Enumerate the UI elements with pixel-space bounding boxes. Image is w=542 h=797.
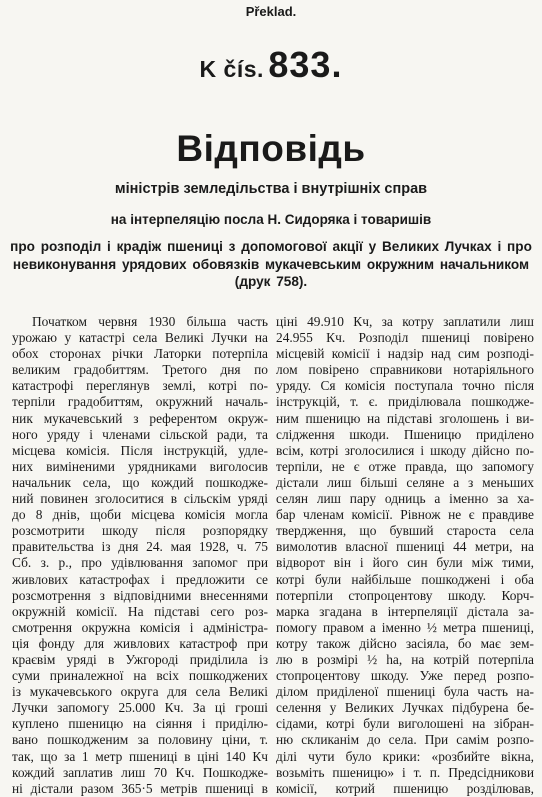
text-line: місцевій комісії і надзір над сим розподі- [276, 346, 534, 362]
text-line: всім, котрі зголосилися і шкоду дійсно по- [276, 442, 534, 458]
document-number-prefix: K čís. [199, 56, 264, 82]
text-line: куплено пшеницю на сіяння і приділю- [12, 716, 268, 732]
text-line: марка згадана в інтерпеляції дістала за- [276, 603, 534, 619]
text-line: ник мукачевський з референтом окруж- [12, 410, 268, 426]
text-line: смотрення окружна комісія і адміністра- [12, 619, 268, 635]
text-line: ділі чути було крики: «розбийте вікна, [276, 748, 534, 764]
text-line: терпіли градобиттям, окружний началь- [12, 394, 268, 410]
text-line: із мукачевського округа для села Великі [12, 684, 268, 700]
text-line: котру також дійсно засіяла, бо має зем- [276, 635, 534, 651]
text-line: відворот він і його син були між тими, [276, 555, 534, 571]
text-line: 24.955 Кч. Розподіл пшениці повірено [276, 330, 534, 346]
text-line: Сб. з. р., про удівлювання запомог при [12, 555, 268, 571]
text-line: Початком червня 1930 більша часть [32, 314, 268, 329]
text-line: великим градобиттям. Третого дня по [12, 362, 268, 378]
subtitle-ministries: міністрів земледільства і внутрішніх справ [114, 181, 428, 197]
text-line: слідження шкоди. Пшеницю приділено [276, 426, 534, 442]
text-line: ні дістали разом 365·5 метрів пшениці в [12, 780, 268, 796]
text-line: твердження, що бувший старостa села [276, 523, 534, 539]
text-line: вано пошкодженим за половину ціни, т. [12, 732, 268, 748]
text-line: обох сторонах річки Латорки потерпіла [12, 346, 268, 362]
text-line: вимолотив власної пшениці 44 метри, на [276, 539, 534, 555]
text-line: краєвім уряді в Ужгороді приділила із [12, 651, 268, 667]
text-line: них виміненими урядниками виголосив [12, 458, 268, 474]
text-line: селян лиш пару одниць а іменно за ха- [276, 491, 534, 507]
text-line: сідами, котрі були виголошені на зібран- [276, 716, 534, 732]
text-line: ного уряду і членами сільской ради, та [12, 426, 268, 442]
text-line: кождий заплатив лиш 70 Кч. Пошкодже- [12, 764, 268, 780]
text-line: котрі були найбільше пошкоджені і оба [276, 571, 534, 587]
document-number-value: 833. [268, 44, 343, 85]
text-line: місцева комісія. Після інструкцій, удле- [12, 442, 268, 458]
text-line: ділом приділеної пшениці була часть на- [276, 684, 534, 700]
text-line: розсмотрення з відповідними внесеннями [12, 587, 268, 603]
text-line: правительства із дня 24. мая 1928, ч. 75 [12, 539, 268, 555]
text-line: уряду. Ся комісія поступала точно після [276, 378, 534, 394]
text-line: терпіли, не є отже правда, що запомогу [276, 458, 534, 474]
text-line: возьміть пшеницю» і т. п. Предсідникови [276, 764, 534, 780]
text-line: ним пшеницю на підставі зголошень і ви- [276, 410, 534, 426]
text-line: комісії, котрий пшеницю розділював, [276, 780, 534, 796]
text-line: катастрофі переглянув землі, котрі по- [12, 378, 268, 394]
body-column-right [276, 314, 534, 797]
text-line: ціні 49.910 Кч, за котру заплатили лиш [276, 314, 534, 329]
text-line: лю в розмірі ½ ha, на котрій потерпіла [276, 651, 534, 667]
document-number [0, 44, 542, 86]
page-title: Відповідь [176, 128, 366, 169]
text-line: потерпіли стопроцентову шкоду. Корч- [276, 587, 534, 603]
text-line: селення у Великих Лучках підбурена бе- [276, 700, 534, 716]
text-line: бар членам комісії. Рівнож не є правдиве [276, 507, 534, 523]
text-line: дістали лиш більші селяне а з меньших [276, 474, 534, 490]
text-line: лом повірено справникови нотаріяльного [276, 362, 534, 378]
text-line: Лучки запомогу 25.000 Кч. За ці гроші [12, 700, 268, 716]
text-line: урожаю у катастрі села Великі Лучки на [12, 330, 268, 346]
text-line: інструкцій, т. є. приділювала пошкодже- [276, 394, 534, 410]
text-line: стопроцентову шкоду. Уже перед розпо- [276, 668, 534, 684]
subtitle-interpellation: на інтерпеляцію посла Н. Сидоряка і товаришів [110, 212, 432, 227]
translation-label: Překlad. [245, 4, 297, 19]
text-line: ний повинен зголоситися в сільскім уряді [12, 491, 268, 507]
body-column-left [12, 314, 268, 797]
text-line: ція фонду для живлових катастроф при [12, 635, 268, 651]
text-line: окружній комісії. На підставі сего роз- [12, 603, 268, 619]
text-line: живлових катастрофах і предложити се [12, 571, 268, 587]
subtitle-subject: про розподіл і крадіж пшениці з допомогової акції у Великих Лучках і про невиконування урядових обовязків мукачевським окружним начальником (друк 758). [10, 239, 532, 289]
text-line: ню скликанім до села. При самім розпо- [276, 732, 534, 748]
text-line: начальник села, що кождий пошкодже- [12, 474, 268, 490]
text-line: до 8 днів, щоби місцева комісія могла [12, 507, 268, 523]
text-line: помогу правом а іменно ½ метра пшениці, [276, 619, 534, 635]
text-line: суми приналежної на всіх пошкоджених [12, 668, 268, 684]
text-line: так, що за 1 метр пшениці в ціні 140 Кч [12, 748, 268, 764]
text-line: розсмотрити шкоду після розпорядку [12, 523, 268, 539]
